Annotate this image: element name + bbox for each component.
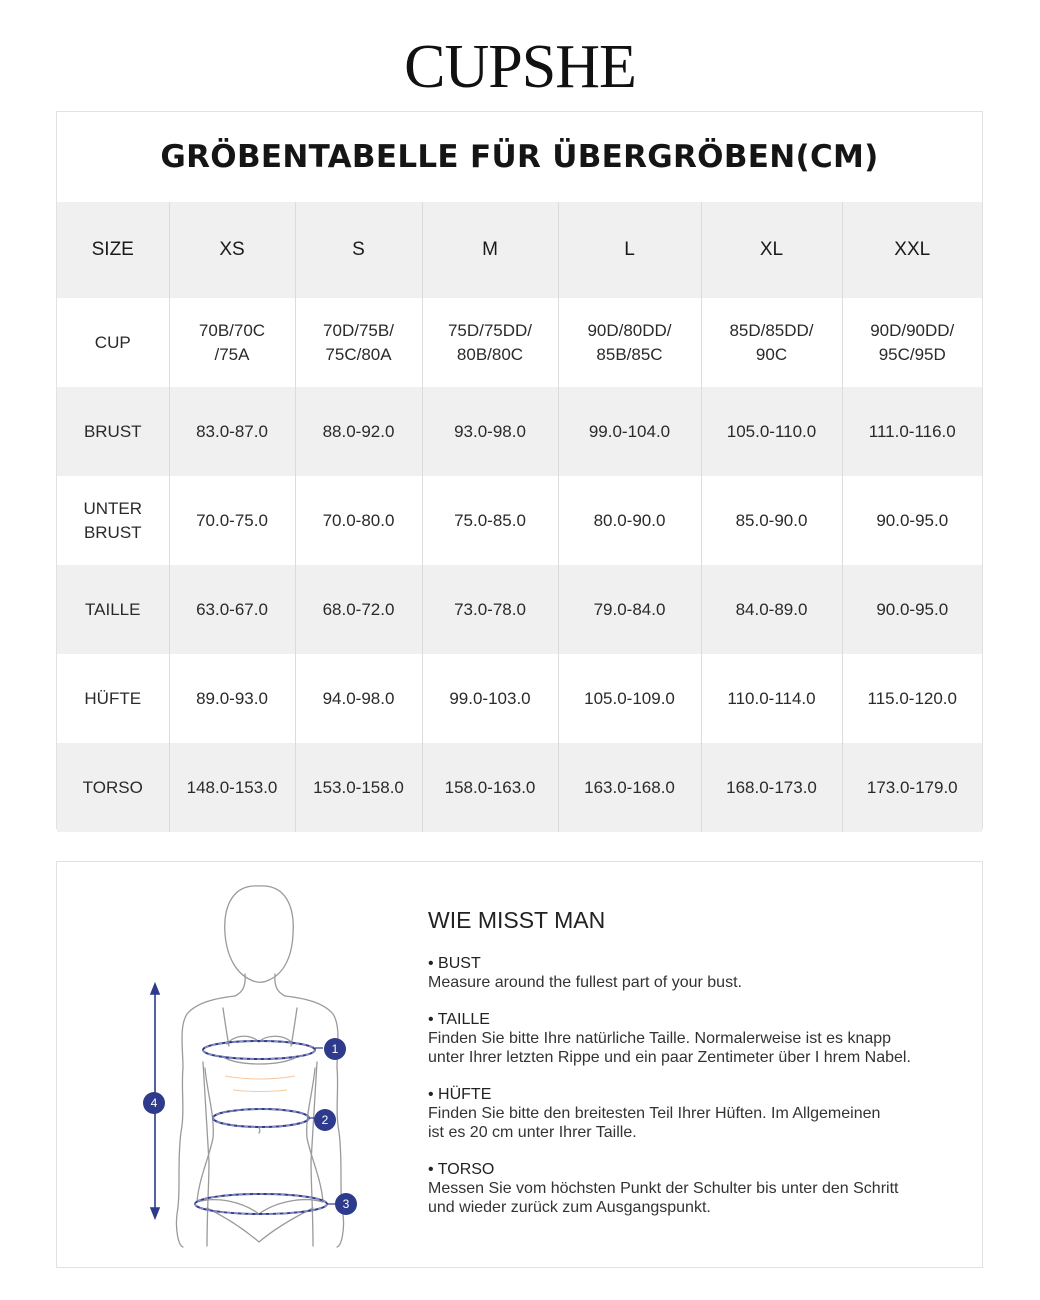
- cell-line: 79.0-84.0: [593, 599, 666, 619]
- measure-item-heading: • HÜFTE: [428, 1086, 492, 1103]
- table-cell: [842, 387, 982, 476]
- size-header-cell: XL: [701, 202, 842, 298]
- cell-line: 173.0-179.0: [866, 777, 958, 797]
- table-row: [57, 743, 982, 832]
- measure-item-text: Measure around the fullest part of your bust.: [428, 974, 742, 991]
- marker-2-label: 2: [321, 1113, 329, 1127]
- cell-line: 88.0-92.0: [322, 421, 395, 441]
- cell-line: 94.0-98.0: [322, 688, 395, 708]
- measure-item-text: ist es 20 cm unter Ihrer Taille.: [428, 1124, 637, 1141]
- measure-item-text: Messen Sie vom höchsten Punkt der Schulter bis unter den Schritt: [428, 1180, 899, 1197]
- cell-line: 83.0-87.0: [196, 421, 268, 441]
- table-cell: [169, 565, 295, 654]
- measure-item: [428, 1085, 968, 1142]
- cell-line: 70.0-75.0: [196, 510, 268, 530]
- table-cell: [295, 298, 422, 387]
- how-to-measure-card: [56, 861, 983, 1268]
- size-header-label: SIZE: [57, 202, 169, 298]
- cell-line: 85B/85C: [596, 344, 663, 364]
- table-row: [57, 298, 982, 387]
- cell-line: 115.0-120.0: [867, 688, 957, 708]
- table-row: [57, 476, 982, 565]
- table-cell: [422, 298, 558, 387]
- cell-line: 168.0-173.0: [726, 777, 817, 797]
- cell-line: 90C: [755, 344, 788, 364]
- measure-item: [428, 1160, 968, 1217]
- table-cell: [422, 387, 558, 476]
- cell-line: 99.0-104.0: [588, 421, 671, 441]
- cell-line: 89.0-93.0: [196, 688, 268, 708]
- measure-item-text: Finden Sie bitte den breitesten Teil Ihrer Hüften. Im Allgemeinen: [428, 1105, 881, 1122]
- table-cell: [701, 387, 842, 476]
- cell-line: 75.0-85.0: [454, 510, 526, 530]
- cell-line: /75A: [214, 344, 250, 364]
- table-cell: [295, 476, 422, 565]
- cell-line: 99.0-103.0: [449, 688, 531, 708]
- measure-item-text: und wieder zurück zum Ausgangspunkt.: [428, 1199, 711, 1216]
- measure-item-text: unter Ihrer letzten Rippe und ein paar Zentimeter über I hrem Nabel.: [428, 1049, 911, 1066]
- table-cell: [422, 476, 558, 565]
- measure-item-heading: • TORSO: [428, 1161, 495, 1178]
- size-header-cell: M: [422, 202, 558, 298]
- table-cell: [842, 298, 982, 387]
- cell-line: 93.0-98.0: [454, 421, 526, 441]
- body-measurement-figure-icon: [57, 862, 417, 1267]
- how-to-measure-section: [428, 906, 968, 1235]
- cell-line: 85.0-90.0: [735, 510, 808, 530]
- table-cell: [842, 476, 982, 565]
- row-label: [57, 476, 169, 565]
- cell-line: 95C/95D: [878, 344, 946, 364]
- cell-line: 90.0-95.0: [876, 510, 949, 530]
- size-header-cell: L: [558, 202, 701, 298]
- table-cell: [558, 565, 701, 654]
- cell-line: 84.0-89.0: [735, 599, 808, 619]
- cell-line: 90D/80DD/: [587, 320, 672, 340]
- table-cell: [169, 387, 295, 476]
- row-label: [57, 298, 169, 387]
- table-cell: [295, 387, 422, 476]
- cell-line: 153.0-158.0: [313, 777, 404, 797]
- cell-line: 111.0-116.0: [868, 421, 956, 441]
- table-cell: [169, 476, 295, 565]
- cell-line: 80.0-90.0: [593, 510, 666, 530]
- row-label-line: TAILLE: [85, 599, 141, 619]
- measure-item-text: Finden Sie bitte Ihre natürliche Taille. Normalerweise ist es knapp: [428, 1030, 892, 1047]
- table-cell: [169, 743, 295, 832]
- table-cell: [842, 654, 982, 743]
- table-cell: [422, 565, 558, 654]
- table-cell: [701, 743, 842, 832]
- row-label-line: BRUST: [83, 421, 142, 441]
- cell-line: 70B/70C: [198, 320, 266, 340]
- measure-item-heading: • BUST: [428, 955, 481, 972]
- table-row: [57, 387, 982, 476]
- table-cell: [558, 743, 701, 832]
- cell-line: 105.0-109.0: [584, 688, 675, 708]
- size-table: [57, 202, 982, 832]
- row-label: [57, 387, 169, 476]
- cell-line: 75D/75DD/: [447, 320, 533, 340]
- size-chart-title: GRÖBENTABELLE FÜR ÜBERGRÖBEN(CM): [160, 139, 879, 175]
- row-label-line: BRUST: [83, 522, 142, 542]
- table-cell: [558, 298, 701, 387]
- table-cell: [295, 565, 422, 654]
- size-chart-card: [56, 111, 983, 829]
- table-cell: [422, 743, 558, 832]
- cell-line: 75C/80A: [325, 344, 392, 364]
- table-cell: [422, 654, 558, 743]
- size-header-cell: S: [295, 202, 422, 298]
- table-cell: [558, 476, 701, 565]
- table-cell: [169, 654, 295, 743]
- table-cell: [701, 476, 842, 565]
- row-label: [57, 743, 169, 832]
- table-cell: [295, 743, 422, 832]
- size-header-cell: XS: [169, 202, 295, 298]
- cell-line: 110.0-114.0: [727, 688, 816, 708]
- table-cell: [558, 387, 701, 476]
- cell-line: 90.0-95.0: [876, 599, 949, 619]
- table-cell: [701, 654, 842, 743]
- how-to-measure-title: WIE MISST MAN: [428, 907, 606, 933]
- cell-line: 158.0-163.0: [444, 777, 536, 797]
- size-header-row: [57, 202, 982, 298]
- cell-line: 70.0-80.0: [322, 510, 395, 530]
- cell-line: 68.0-72.0: [322, 599, 395, 619]
- cell-line: 90D/90DD/: [870, 320, 955, 340]
- brand-logo: CUPSHE: [404, 33, 636, 101]
- row-label-line: UNTER: [83, 498, 143, 518]
- row-label-line: CUP: [94, 332, 131, 352]
- table-cell: [842, 565, 982, 654]
- table-cell: [701, 565, 842, 654]
- cell-line: 148.0-153.0: [186, 777, 278, 797]
- marker-1-label: 1: [331, 1042, 339, 1056]
- table-cell: [558, 654, 701, 743]
- size-header-cell: XXL: [842, 202, 982, 298]
- marker-3-label: 3: [342, 1197, 350, 1211]
- cell-line: 85D/85DD/: [729, 320, 814, 340]
- table-cell: [169, 298, 295, 387]
- marker-4-label: 4: [150, 1096, 158, 1110]
- cell-line: 73.0-78.0: [454, 599, 526, 619]
- row-label: [57, 654, 169, 743]
- cell-line: 63.0-67.0: [196, 599, 268, 619]
- table-cell: [701, 298, 842, 387]
- table-cell: [295, 654, 422, 743]
- cell-line: 70D/75B/: [323, 320, 394, 340]
- table-row: [57, 565, 982, 654]
- measure-item: [428, 954, 968, 992]
- table-cell: [842, 743, 982, 832]
- cell-line: 105.0-110.0: [726, 421, 817, 441]
- row-label-line: TORSO: [82, 777, 143, 797]
- cell-line: 163.0-168.0: [584, 777, 675, 797]
- row-label-line: HÜFTE: [84, 688, 142, 708]
- table-row: [57, 654, 982, 743]
- row-label: [57, 565, 169, 654]
- cell-line: 80B/80C: [456, 344, 524, 364]
- measure-item: [428, 1010, 968, 1067]
- measure-item-heading: • TAILLE: [428, 1011, 490, 1028]
